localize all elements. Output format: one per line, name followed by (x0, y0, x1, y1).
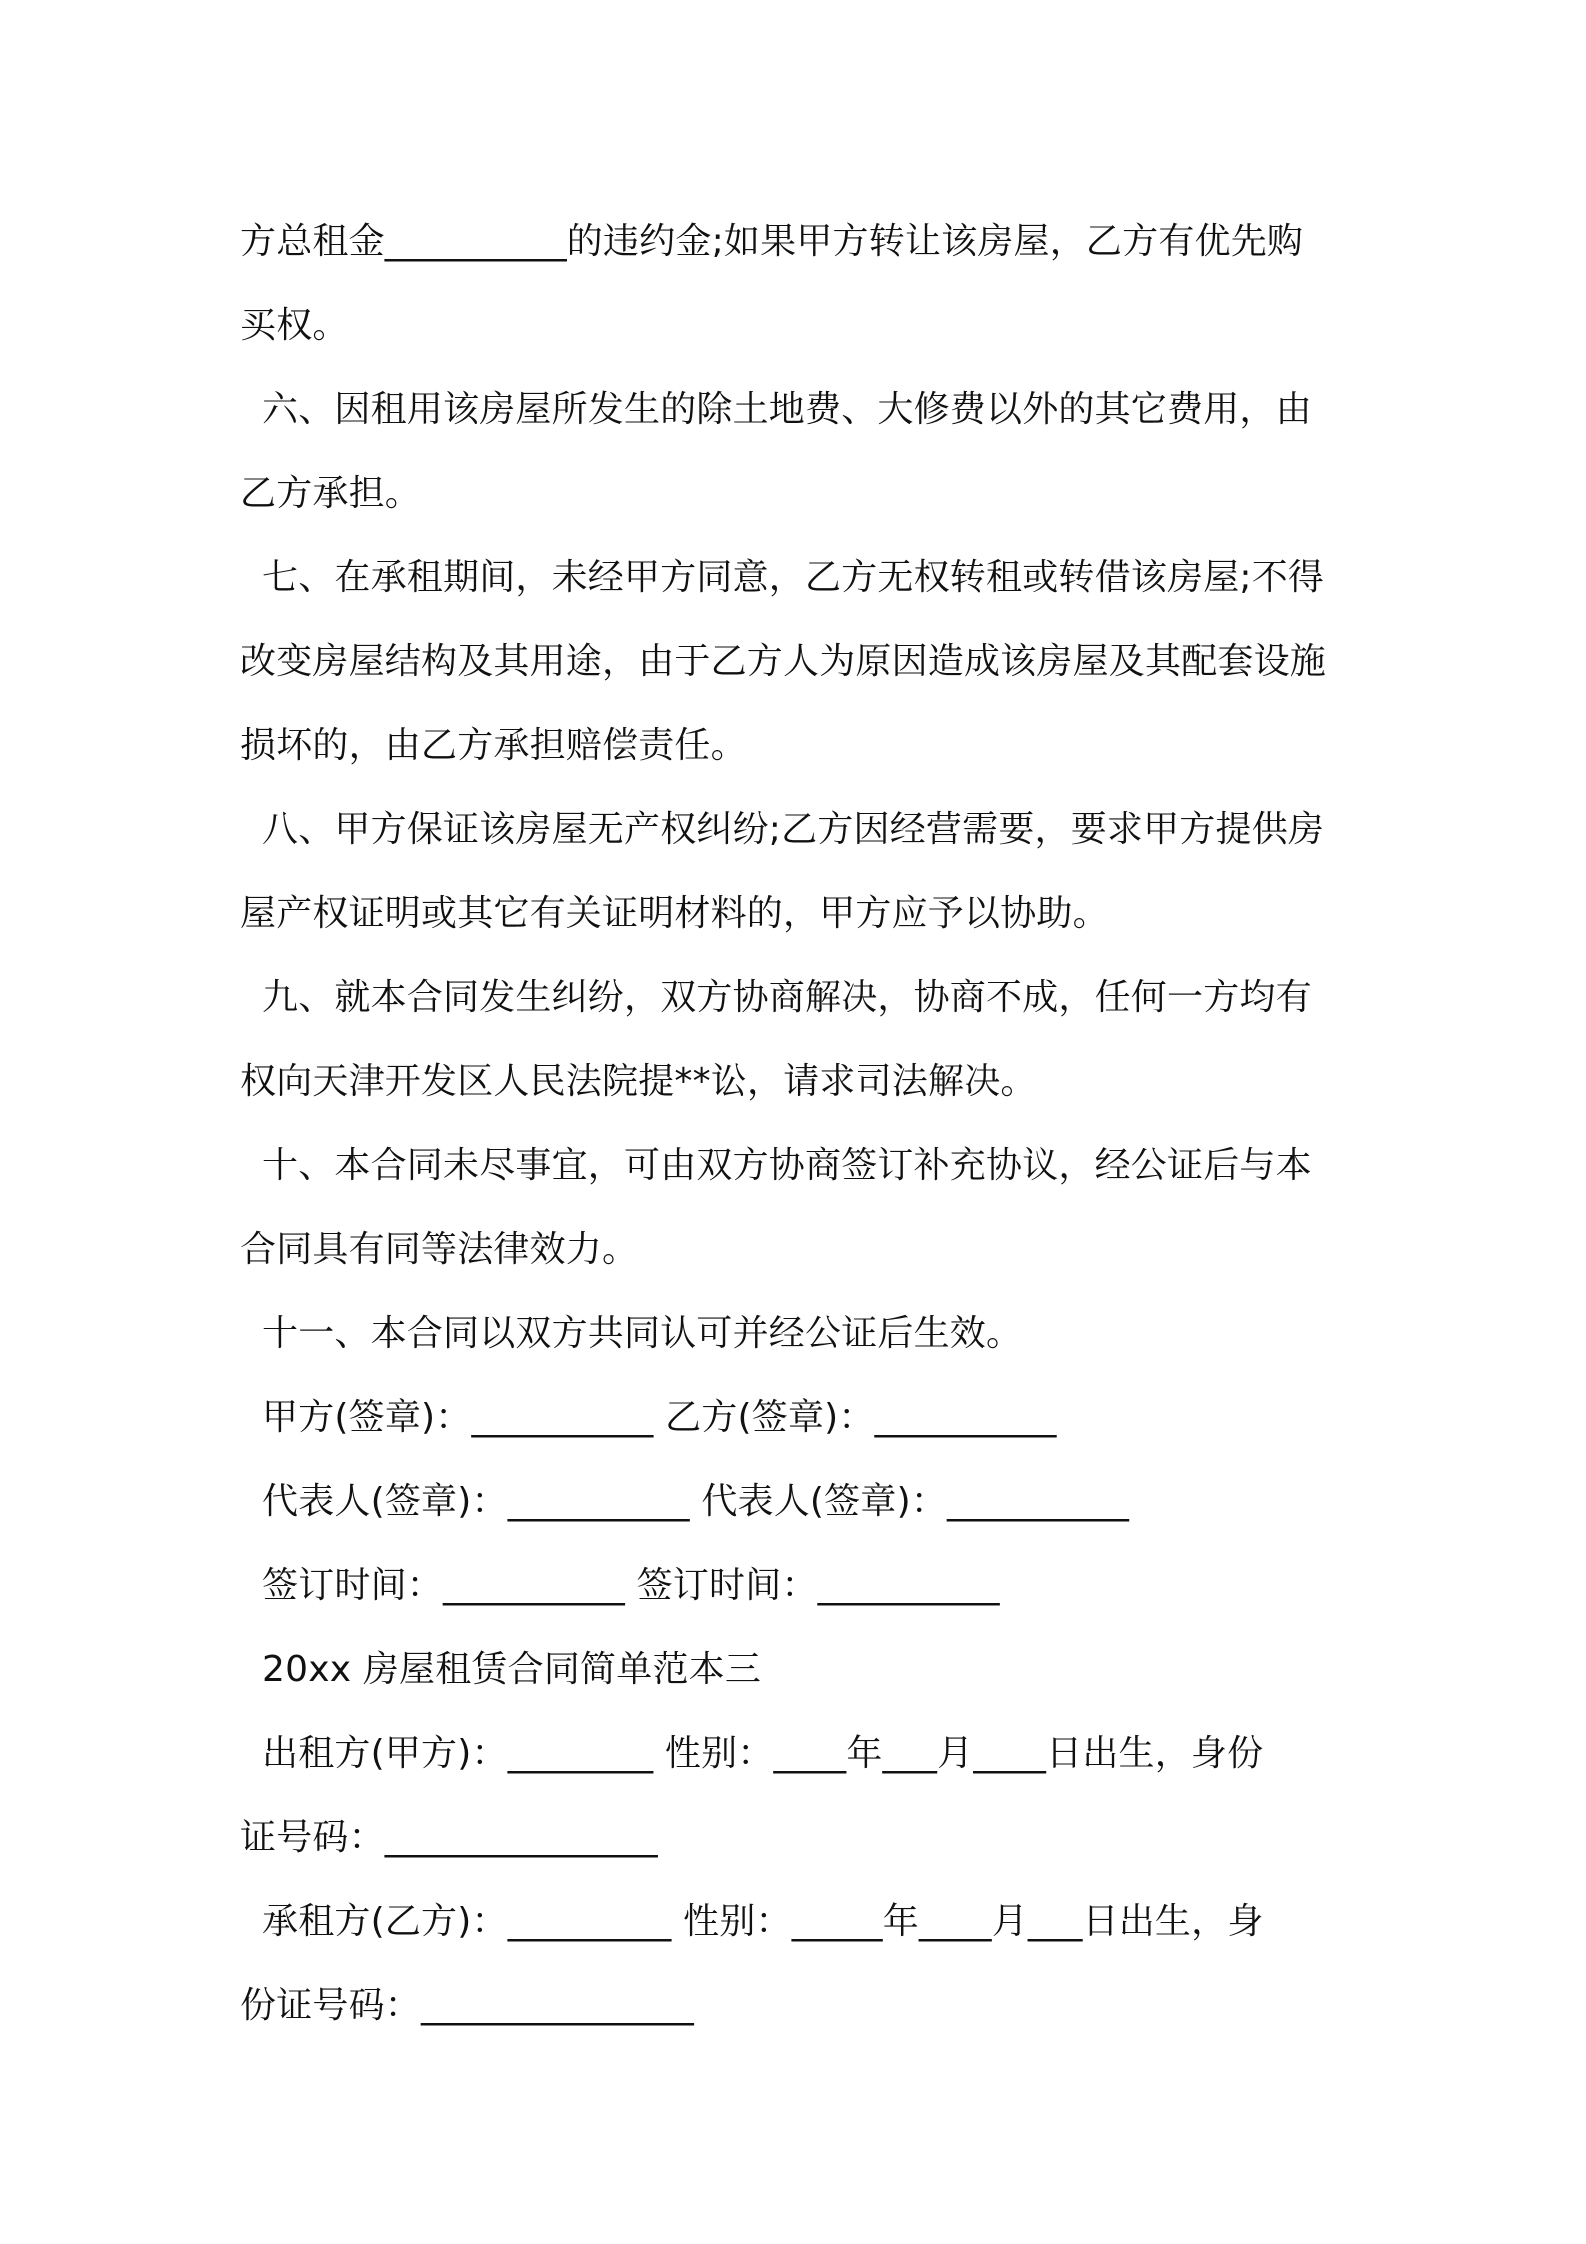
text-line: 合同具有同等法律效力。 (240, 1229, 639, 1270)
lessee-info-line: 承租方(乙方)：_________ 性别：_____年____月___日出生，身 (262, 1901, 1264, 1942)
lessor-info-line: 出租方(甲方)：________ 性别：____年___月____日出生，身份 (262, 1733, 1264, 1774)
text-line: 买权。 (240, 305, 349, 346)
text-line: 乙方承担。 (240, 473, 422, 514)
lessor-id-line: 证号码：_______________ (240, 1817, 658, 1858)
clause-6: 六、因租用该房屋所发生的除土地费、大修费以外的其它费用，由 (262, 389, 1312, 430)
clause-11: 十一、本合同以双方共同认可并经公证后生效。 (262, 1313, 1023, 1354)
text-line: 权向天津开发区人民法院提**讼，请求司法解决。 (240, 1061, 1037, 1102)
signing-date-line: 签订时间：__________ 签订时间：__________ (262, 1565, 1000, 1606)
section-heading: 20xx 房屋租赁合同简单范本三 (262, 1649, 762, 1690)
text-line: 屋产权证明或其它有关证明材料的，甲方应予以协助。 (240, 893, 1109, 934)
clause-7: 七、在承租期间，未经甲方同意，乙方无权转租或转借该房屋;不得 (262, 557, 1325, 598)
clause-8: 八、甲方保证该房屋无产权纠纷;乙方因经营需要，要求甲方提供房 (262, 809, 1325, 850)
lessee-id-line: 份证号码：_______________ (240, 1985, 694, 2026)
clause-10: 十、本合同未尽事宜，可由双方协商签订补充协议，经公证后与本 (262, 1145, 1312, 1186)
signature-representative-line: 代表人(签章)：__________ 代表人(签章)：__________ (262, 1481, 1130, 1522)
clause-9: 九、就本合同发生纠纷，双方协商解决，协商不成，任何一方均有 (262, 977, 1312, 1018)
text-line: 方总租金__________的违约金;如果甲方转让该房屋，乙方有优先购 (240, 221, 1304, 262)
text-line: 改变房屋结构及其用途，由于乙方人为原因造成该房屋及其配套设施 (240, 641, 1327, 682)
text-line: 损坏的，由乙方承担赔偿责任。 (240, 725, 747, 766)
contract-text (240, 200, 1360, 2048)
signature-party-line: 甲方(签章)：__________ 乙方(签章)：__________ (262, 1397, 1057, 1438)
